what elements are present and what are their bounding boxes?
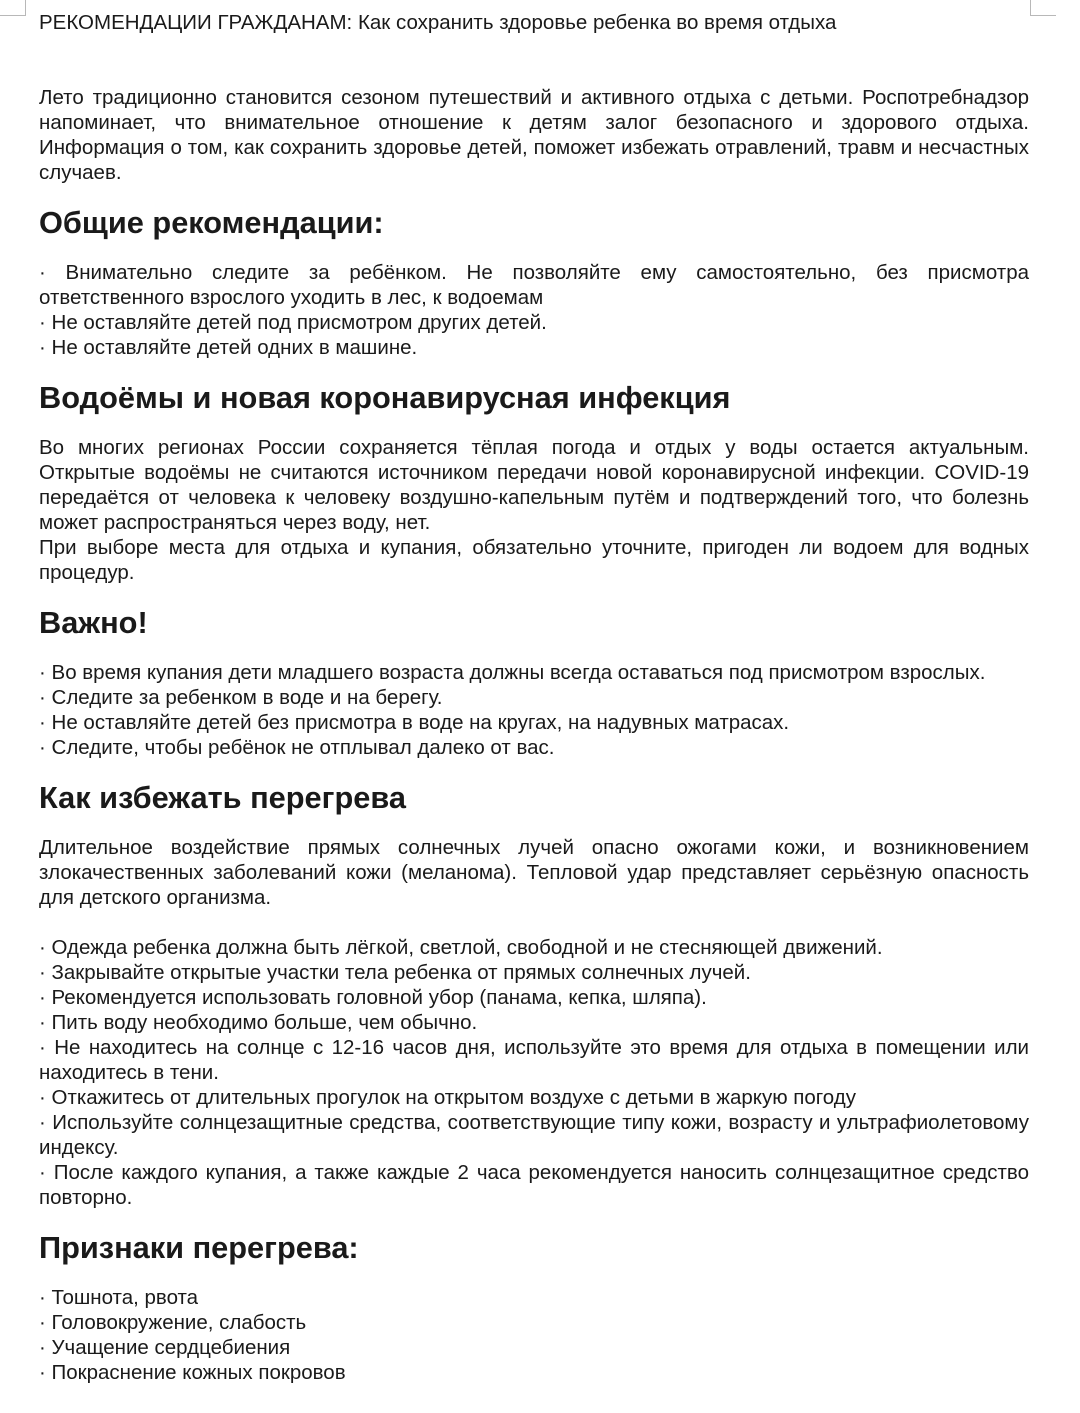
signs-heading: Признаки перегрева: (39, 1230, 359, 1265)
list-item: · Закрывайте открытые участки тела ребенка от прямых солнечных лучей. (39, 961, 751, 984)
general-heading: Общие рекомендации: (39, 205, 384, 240)
document-page (39, 10, 1029, 1385)
intro-paragraph: Лето традиционно становится сезоном путешествий и активного отдыха с детьми. Роспотребнадзор напоминает, что внимательное отношение к детям залог безопасного и здорового отдыха. Информация о том, как сохранить здоровье детей, поможет избежать отравлений, травм и несчастных случаев. (39, 86, 1029, 184)
water-heading: Водоёмы и новая коронавирусная инфекция (39, 380, 731, 415)
list-item: · Во время купания дети младшего возраста должны всегда оставаться под присмотром взрослых. (39, 661, 986, 684)
list-item: · Головокружение, слабость (39, 1311, 307, 1334)
list-item: · Следите, чтобы ребёнок не отплывал далеко от вас. (39, 736, 555, 759)
list-item: · Внимательно следите за ребёнком. Не позволяйте ему самостоятельно, без присмотра ответственного взрослого уходить в лес, к водоемам (39, 261, 1029, 309)
water-paragraph: Во многих регионах России сохраняется тёплая погода и отдых у воды остается актуальным. Открытые водоёмы не считаются источником передачи новой коронавирусной инфекции. COVID-19 передаётся от человека к человеку воздушно-капельным путём и подтверждений того, что болезнь может распространяться через воду, нет. (39, 436, 1029, 534)
list-item: · Рекомендуется использовать головной убор (панама, кепка, шляпа). (39, 986, 707, 1009)
list-item: · Используйте солнцезащитные средства, соответствующие типу кожи, возрасту и ультрафиолетовому индексу. (39, 1111, 1029, 1159)
list-item: · Не оставляйте детей под присмотром других детей. (39, 311, 547, 334)
important-heading: Важно! (39, 605, 148, 640)
list-item: · Не находитесь на солнце с 12-16 часов дня, используйте это время для отдыха в помещении или находитесь в тени. (39, 1036, 1029, 1084)
list-item: · Откажитесь от длительных прогулок на открытом воздухе с детьми в жаркую погоду (39, 1086, 856, 1109)
list-item: · Одежда ребенка должна быть лёгкой, светлой, свободной и не стесняющей движений. (39, 936, 883, 959)
list-item: · Покраснение кожных покровов (39, 1361, 346, 1384)
list-item: · После каждого купания, а также каждые 2 часа рекомендуется наносить солнцезащитное средство повторно. (39, 1161, 1029, 1209)
list-item: · Не оставляйте детей одних в машине. (39, 336, 418, 359)
list-item: · Не оставляйте детей без присмотра в воде на кругах, на надувных матрасах. (39, 711, 790, 734)
page-corner-mark-left (0, 0, 26, 16)
document-title: РЕКОМЕНДАЦИИ ГРАЖДАНАМ: Как сохранить здоровье ребенка во время отдыха (39, 11, 837, 34)
water-paragraph: При выборе места для отдыха и купания, обязательно уточните, пригоден ли водоем для водных процедур. (39, 536, 1029, 584)
list-item: · Тошнота, рвота (39, 1286, 199, 1309)
list-item: · Следите за ребенком в воде и на берегу. (39, 686, 443, 709)
overheat-paragraph: Длительное воздействие прямых солнечных лучей опасно ожогами кожи, и возникновением злокачественных заболеваний кожи (меланома). Тепловой удар представляет серьёзную опасность для детского организма. (39, 836, 1029, 909)
page-corner-mark-right (1030, 0, 1056, 16)
list-item: · Пить воду необходимо больше, чем обычно. (39, 1011, 478, 1034)
overheat-heading: Как избежать перегрева (39, 780, 406, 815)
list-item: · Учащение сердцебиения (39, 1336, 291, 1359)
